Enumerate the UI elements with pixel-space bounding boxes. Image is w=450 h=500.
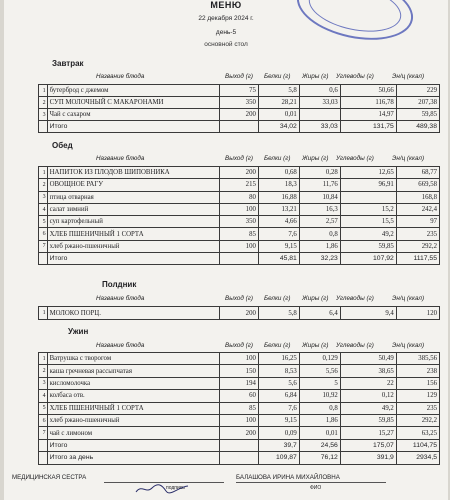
row-number: 4 bbox=[39, 390, 48, 402]
dish-carbs: 96,91 bbox=[340, 179, 396, 191]
row-number: 1 bbox=[39, 353, 48, 365]
dish-carbs: 22 bbox=[340, 377, 396, 389]
dish-fat: 11,76 bbox=[299, 179, 340, 191]
handwritten-signature bbox=[132, 482, 192, 496]
dish-fat: 0,129 bbox=[299, 353, 340, 365]
dish-name: салат зимний bbox=[47, 203, 219, 215]
meal-title-dinner: Ужин bbox=[68, 327, 89, 336]
total-energy: 1117,55 bbox=[396, 253, 439, 265]
table-row bbox=[39, 109, 440, 121]
row-number: 1 bbox=[39, 167, 48, 179]
dish-carbs bbox=[340, 191, 396, 203]
dish-carbs: 14,97 bbox=[340, 109, 396, 121]
table-row bbox=[39, 97, 440, 109]
col-fat: Жиры (г) bbox=[302, 295, 329, 302]
dish-name: СУП МОЛОЧНЫЙ С МАКАРОНАМИ bbox=[47, 97, 219, 109]
table-row bbox=[39, 365, 440, 377]
dish-energy: 97 bbox=[396, 216, 439, 228]
dish-energy: 129 bbox=[396, 390, 439, 402]
row-number: 7 bbox=[39, 240, 48, 252]
grand-total-protein: 109,87 bbox=[258, 452, 299, 464]
dish-fat: 5,56 bbox=[299, 365, 340, 377]
grand-total-energy: 2934,5 bbox=[396, 452, 439, 464]
dish-energy: 242,4 bbox=[396, 203, 439, 215]
nurse-title: МЕДИЦИНСКАЯ СЕСТРА bbox=[12, 474, 87, 481]
dish-fat: 6,4 bbox=[299, 307, 340, 320]
col-fat: Жиры (г) bbox=[302, 73, 329, 80]
row-number: 3 bbox=[39, 191, 48, 203]
total-carbs: 131,75 bbox=[340, 121, 396, 133]
col-protein: Белки (г) bbox=[264, 73, 291, 80]
dish-output: 350 bbox=[220, 97, 259, 109]
dish-protein: 9,15 bbox=[258, 240, 299, 252]
dish-protein: 13,21 bbox=[258, 203, 299, 215]
dish-fat: 2,57 bbox=[299, 216, 340, 228]
total-energy: 1104,75 bbox=[396, 439, 439, 451]
total-protein: 34,02 bbox=[258, 121, 299, 133]
row-number: 6 bbox=[39, 228, 48, 240]
table-row bbox=[39, 402, 440, 414]
dish-carbs: 49,2 bbox=[340, 228, 396, 240]
dish-name: хлеб ржано-пшеничный bbox=[47, 414, 219, 426]
signature-caption: подпись bbox=[166, 485, 185, 491]
row-number: 5 bbox=[39, 216, 48, 228]
dish-carbs: 50,66 bbox=[340, 85, 396, 97]
meal-title-snack: Полдник bbox=[102, 280, 137, 289]
row-number: 1 bbox=[39, 85, 48, 97]
table-row bbox=[39, 216, 440, 228]
dish-output: 200 bbox=[220, 307, 259, 320]
dish-energy: 292,2 bbox=[396, 414, 439, 426]
col-energy: Эн/ц (ккал) bbox=[392, 295, 425, 302]
total-energy: 489,38 bbox=[396, 121, 439, 133]
meal-title-lunch: Обед bbox=[52, 141, 73, 150]
dish-protein: 28,21 bbox=[258, 97, 299, 109]
menu-sheet bbox=[4, 0, 448, 500]
dish-carbs: 59,85 bbox=[340, 240, 396, 252]
table-row bbox=[39, 179, 440, 191]
dish-output: 150 bbox=[220, 365, 259, 377]
total-fat: 24,56 bbox=[299, 439, 340, 451]
dish-output: 194 bbox=[220, 377, 259, 389]
dish-protein: 4,66 bbox=[258, 216, 299, 228]
dish-protein: 8,53 bbox=[258, 365, 299, 377]
dish-name: птица отварная bbox=[47, 191, 219, 203]
dish-carbs: 15,2 bbox=[340, 203, 396, 215]
row-number: 5 bbox=[39, 402, 48, 414]
dish-output: 100 bbox=[220, 353, 259, 365]
dish-protein: 0,68 bbox=[258, 167, 299, 179]
dish-fat: 10,92 bbox=[299, 390, 340, 402]
table-row bbox=[39, 427, 440, 439]
dish-carbs: 9,4 bbox=[340, 307, 396, 320]
row-number: 2 bbox=[39, 97, 48, 109]
dish-protein: 7,6 bbox=[258, 228, 299, 240]
dish-carbs: 12,65 bbox=[340, 167, 396, 179]
col-output: Выход (г) bbox=[225, 295, 253, 302]
dish-energy: 292,2 bbox=[396, 240, 439, 252]
column-headers bbox=[4, 341, 448, 352]
dish-name: Чай с сахаром bbox=[47, 109, 219, 121]
dish-output: 100 bbox=[220, 240, 259, 252]
dish-name: каша гречневая рассыпчатая bbox=[47, 365, 219, 377]
table-row bbox=[39, 353, 440, 365]
dish-name: ХЛЕБ ПШЕНИЧНЫЙ 1 СОРТА bbox=[47, 402, 219, 414]
grand-total-row bbox=[39, 452, 440, 464]
dish-carbs: 49,2 bbox=[340, 402, 396, 414]
dish-protein: 5,6 bbox=[258, 377, 299, 389]
signature-footer bbox=[4, 472, 448, 500]
dish-name: кисломолочка bbox=[47, 377, 219, 389]
dish-carbs: 15,5 bbox=[340, 216, 396, 228]
col-carbs: Углеводы (г) bbox=[336, 73, 374, 80]
dish-energy: 156 bbox=[396, 377, 439, 389]
table-row bbox=[39, 390, 440, 402]
dish-carbs: 50,49 bbox=[340, 353, 396, 365]
grand-total-label: Итого за день bbox=[47, 452, 219, 464]
total-row bbox=[39, 253, 440, 265]
grand-total-carbs: 391,9 bbox=[340, 452, 396, 464]
dish-name: бутерброд с джемом bbox=[47, 85, 219, 97]
dish-name: колбаса отв. bbox=[47, 390, 219, 402]
row-number: 1 bbox=[39, 307, 48, 320]
dish-energy: 68,77 bbox=[396, 167, 439, 179]
dish-fat: 16,3 bbox=[299, 203, 340, 215]
table-row bbox=[39, 240, 440, 252]
total-row bbox=[39, 121, 440, 133]
dish-protein: 0,01 bbox=[258, 109, 299, 121]
dish-energy: 120 bbox=[396, 307, 439, 320]
col-protein: Белки (г) bbox=[264, 155, 291, 162]
dish-fat: 0,01 bbox=[299, 427, 340, 439]
total-carbs: 175,07 bbox=[340, 439, 396, 451]
dish-fat: 0,28 bbox=[299, 167, 340, 179]
total-label: Итого bbox=[47, 253, 219, 265]
dish-energy: 59,85 bbox=[396, 109, 439, 121]
col-protein: Белки (г) bbox=[264, 295, 291, 302]
dish-energy: 238 bbox=[396, 365, 439, 377]
dish-name: чай с лимоном bbox=[47, 427, 219, 439]
dish-protein: 16,88 bbox=[258, 191, 299, 203]
total-fat: 33,03 bbox=[299, 121, 340, 133]
dish-fat: 10,84 bbox=[299, 191, 340, 203]
meal-title-breakfast: Завтрак bbox=[52, 59, 84, 68]
menu-day: день-5 bbox=[215, 29, 237, 36]
row-number: 6 bbox=[39, 414, 48, 426]
col-protein: Белки (г) bbox=[264, 342, 291, 349]
col-name: Название блюда bbox=[96, 73, 145, 80]
dish-energy: 669,58 bbox=[396, 179, 439, 191]
dish-fat: 1,86 bbox=[299, 240, 340, 252]
dish-carbs: 59,85 bbox=[340, 414, 396, 426]
dish-protein: 6,84 bbox=[258, 390, 299, 402]
dish-carbs: 0,12 bbox=[340, 390, 396, 402]
dish-protein: 0,09 bbox=[258, 427, 299, 439]
grand-total-fat: 76,12 bbox=[299, 452, 340, 464]
total-carbs: 107,92 bbox=[340, 253, 396, 265]
dish-output: 80 bbox=[220, 191, 259, 203]
dish-fat: 33,03 bbox=[299, 97, 340, 109]
total-fat: 32,23 bbox=[299, 253, 340, 265]
dish-output: 200 bbox=[220, 109, 259, 121]
table-row bbox=[39, 377, 440, 389]
col-name: Название блюда bbox=[96, 295, 145, 302]
dish-energy: 235 bbox=[396, 402, 439, 414]
col-energy: Эн/ц (ккал) bbox=[392, 342, 425, 349]
diet-type: основной стол bbox=[204, 41, 248, 48]
total-protein: 45,81 bbox=[258, 253, 299, 265]
dish-output: 100 bbox=[220, 203, 259, 215]
dish-output: 100 bbox=[220, 414, 259, 426]
table-row bbox=[39, 167, 440, 179]
total-label: Итого bbox=[47, 121, 219, 133]
dish-carbs: 116,78 bbox=[340, 97, 396, 109]
col-fat: Жиры (г) bbox=[302, 155, 329, 162]
dish-protein: 18,3 bbox=[258, 179, 299, 191]
col-name: Название блюда bbox=[96, 155, 145, 162]
dish-fat: 0,8 bbox=[299, 402, 340, 414]
dish-name: Ватрушка с творогом bbox=[47, 353, 219, 365]
page-title: МЕНЮ bbox=[210, 0, 242, 10]
col-energy: Эн/ц (ккал) bbox=[392, 155, 425, 162]
meal-table-lunch bbox=[38, 166, 440, 265]
row-number: 3 bbox=[39, 377, 48, 389]
dish-fat bbox=[299, 109, 340, 121]
dish-protein: 9,15 bbox=[258, 414, 299, 426]
meal-table-dinner bbox=[38, 352, 440, 465]
row-number: 3 bbox=[39, 109, 48, 121]
row-number: 7 bbox=[39, 427, 48, 439]
column-headers bbox=[4, 72, 448, 83]
dish-name: суп картофельный bbox=[47, 216, 219, 228]
dish-energy: 168,8 bbox=[396, 191, 439, 203]
total-protein: 39,7 bbox=[258, 439, 299, 451]
table-row bbox=[39, 191, 440, 203]
dish-energy: 63,25 bbox=[396, 427, 439, 439]
dish-protein: 16,25 bbox=[258, 353, 299, 365]
dish-protein: 7,6 bbox=[258, 402, 299, 414]
dish-energy: 229 bbox=[396, 85, 439, 97]
column-headers bbox=[4, 294, 448, 305]
menu-date: 22 декабря 2024 г. bbox=[198, 15, 254, 22]
column-headers bbox=[4, 154, 448, 165]
dish-carbs: 15,27 bbox=[340, 427, 396, 439]
dish-output: 85 bbox=[220, 402, 259, 414]
col-fat: Жиры (г) bbox=[302, 342, 329, 349]
dish-energy: 385,56 bbox=[396, 353, 439, 365]
dish-energy: 235 bbox=[396, 228, 439, 240]
col-carbs: Углеводы (г) bbox=[336, 155, 374, 162]
dish-output: 215 bbox=[220, 179, 259, 191]
dish-output: 85 bbox=[220, 228, 259, 240]
name-caption: ФИО bbox=[310, 485, 322, 491]
table-row bbox=[39, 414, 440, 426]
dish-energy: 207,38 bbox=[396, 97, 439, 109]
dish-output: 200 bbox=[220, 167, 259, 179]
table-row bbox=[39, 307, 440, 320]
row-number: 2 bbox=[39, 365, 48, 377]
col-name: Название блюда bbox=[96, 342, 145, 349]
col-output: Выход (г) bbox=[225, 73, 253, 80]
dish-fat: 5 bbox=[299, 377, 340, 389]
dish-fat: 1,86 bbox=[299, 414, 340, 426]
meal-table-snack bbox=[38, 306, 440, 320]
dish-name: хлеб ржано-пшеничный bbox=[47, 240, 219, 252]
dish-name: НАПИТОК ИЗ ПЛОДОВ ШИПОВНИКА bbox=[47, 167, 219, 179]
dish-fat: 0,8 bbox=[299, 228, 340, 240]
meal-table-breakfast bbox=[38, 84, 440, 133]
dish-output: 60 bbox=[220, 390, 259, 402]
col-energy: Эн/ц (ккал) bbox=[392, 73, 425, 80]
nurse-name: БАЛАШОВА ИРИНА МИХАЙЛОВНА bbox=[236, 474, 340, 481]
total-label: Итого bbox=[47, 439, 219, 451]
table-row bbox=[39, 228, 440, 240]
dish-name: МОЛОКО ПОРЦ. bbox=[47, 307, 219, 320]
dish-output: 75 bbox=[220, 85, 259, 97]
dish-name: ХЛЕБ ПШЕНИЧНЫЙ 1 СОРТА bbox=[47, 228, 219, 240]
col-carbs: Углеводы (г) bbox=[336, 295, 374, 302]
row-number: 4 bbox=[39, 203, 48, 215]
col-output: Выход (г) bbox=[225, 155, 253, 162]
dish-fat: 0,6 bbox=[299, 85, 340, 97]
dish-protein: 5,8 bbox=[258, 307, 299, 320]
row-number: 2 bbox=[39, 179, 48, 191]
table-row bbox=[39, 85, 440, 97]
total-row bbox=[39, 439, 440, 451]
dish-carbs: 38,65 bbox=[340, 365, 396, 377]
name-line bbox=[236, 482, 386, 483]
col-carbs: Углеводы (г) bbox=[336, 342, 374, 349]
col-output: Выход (г) bbox=[225, 342, 253, 349]
dish-output: 350 bbox=[220, 216, 259, 228]
dish-name: ОВОЩНОЕ РАГУ bbox=[47, 179, 219, 191]
table-row bbox=[39, 203, 440, 215]
dish-protein: 5,8 bbox=[258, 85, 299, 97]
dish-output: 200 bbox=[220, 427, 259, 439]
